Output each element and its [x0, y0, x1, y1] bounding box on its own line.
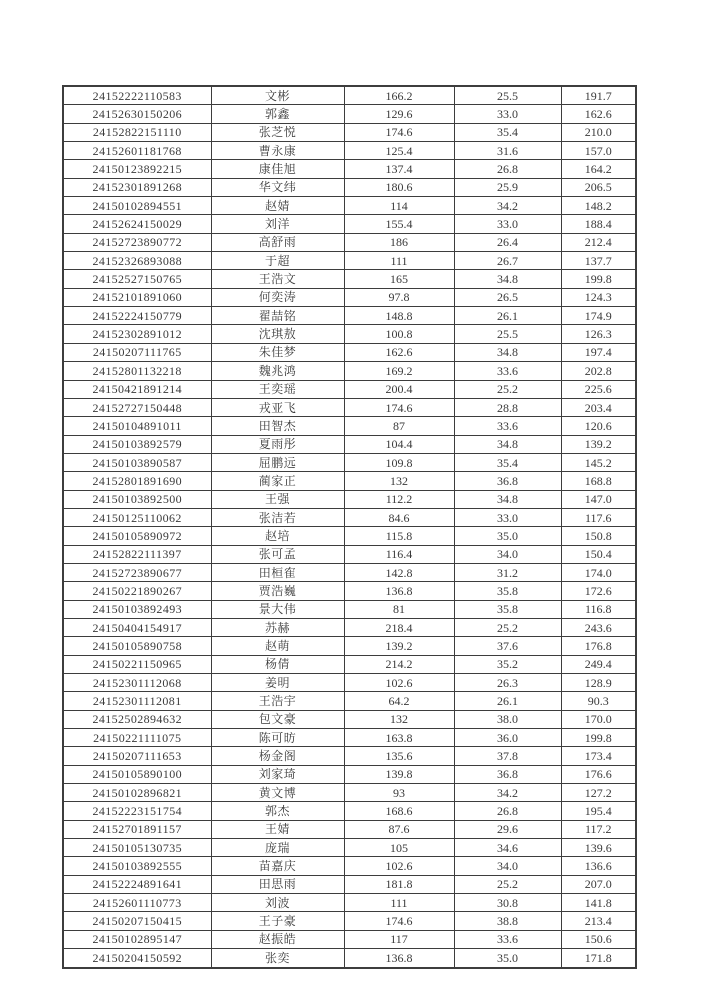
cell-candidate-id: 24150404154917 — [63, 618, 211, 636]
table-row — [63, 600, 636, 618]
cell-total-score: 170.0 — [561, 710, 636, 728]
cell-candidate-id: 24152801132218 — [63, 362, 211, 380]
cell-candidate-id: 24152527150765 — [63, 270, 211, 288]
cell-name: 黄文博 — [211, 784, 344, 802]
cell-name: 王子豪 — [211, 912, 344, 930]
cell-name: 翟喆铭 — [211, 307, 344, 325]
cell-score-2: 33.6 — [454, 930, 561, 948]
cell-total-score: 197.4 — [561, 343, 636, 361]
cell-total-score: 225.6 — [561, 380, 636, 398]
table-row — [63, 637, 636, 655]
cell-candidate-id: 24150204150592 — [63, 949, 211, 968]
table-row — [63, 380, 636, 398]
table-row — [63, 307, 636, 325]
cell-candidate-id: 24150207111653 — [63, 747, 211, 765]
cell-total-score: 202.8 — [561, 362, 636, 380]
cell-candidate-id: 24150221111075 — [63, 729, 211, 747]
table-row — [63, 343, 636, 361]
table-row — [63, 86, 636, 105]
cell-score-1: 166.2 — [344, 86, 454, 105]
cell-score-2: 34.2 — [454, 197, 561, 215]
table-row — [63, 215, 636, 233]
table-row — [63, 508, 636, 526]
cell-name: 杨倩 — [211, 655, 344, 673]
cell-candidate-id: 24152301891268 — [63, 178, 211, 196]
table-row — [63, 417, 636, 435]
cell-candidate-id: 24150221150965 — [63, 655, 211, 673]
cell-score-1: 181.8 — [344, 875, 454, 893]
cell-score-1: 218.4 — [344, 618, 454, 636]
cell-score-1: 109.8 — [344, 453, 454, 471]
table-row — [63, 233, 636, 251]
cell-name: 文彬 — [211, 86, 344, 105]
cell-name: 夏雨彤 — [211, 435, 344, 453]
table-row — [63, 288, 636, 306]
cell-candidate-id: 24150421891214 — [63, 380, 211, 398]
table-row — [63, 655, 636, 673]
cell-score-2: 31.2 — [454, 563, 561, 581]
cell-score-2: 26.5 — [454, 288, 561, 306]
cell-score-2: 33.0 — [454, 215, 561, 233]
cell-score-1: 102.6 — [344, 674, 454, 692]
cell-total-score: 136.6 — [561, 857, 636, 875]
cell-candidate-id: 24152822151110 — [63, 123, 211, 141]
cell-name: 王强 — [211, 490, 344, 508]
cell-score-2: 33.0 — [454, 105, 561, 123]
cell-score-2: 35.4 — [454, 123, 561, 141]
score-table-body — [63, 86, 636, 968]
cell-total-score: 128.9 — [561, 674, 636, 692]
table-row — [63, 710, 636, 728]
cell-name: 何奕涛 — [211, 288, 344, 306]
cell-name: 赵婧 — [211, 197, 344, 215]
cell-score-2: 34.8 — [454, 435, 561, 453]
cell-total-score: 203.4 — [561, 398, 636, 416]
cell-candidate-id: 24150102896821 — [63, 784, 211, 802]
cell-score-1: 155.4 — [344, 215, 454, 233]
cell-score-1: 132 — [344, 710, 454, 728]
cell-total-score: 249.4 — [561, 655, 636, 673]
cell-score-1: 105 — [344, 839, 454, 857]
cell-name: 朱佳梦 — [211, 343, 344, 361]
cell-candidate-id: 24152701891157 — [63, 820, 211, 838]
cell-total-score: 164.2 — [561, 160, 636, 178]
cell-score-1: 87.6 — [344, 820, 454, 838]
cell-score-1: 114 — [344, 197, 454, 215]
cell-name: 景大伟 — [211, 600, 344, 618]
cell-score-2: 34.8 — [454, 343, 561, 361]
cell-total-score: 117.2 — [561, 820, 636, 838]
cell-total-score: 137.7 — [561, 252, 636, 270]
cell-score-1: 180.6 — [344, 178, 454, 196]
cell-name: 杨金阁 — [211, 747, 344, 765]
cell-total-score: 139.6 — [561, 839, 636, 857]
cell-score-2: 38.8 — [454, 912, 561, 930]
cell-total-score: 212.4 — [561, 233, 636, 251]
table-row — [63, 618, 636, 636]
cell-total-score: 176.6 — [561, 765, 636, 783]
cell-score-2: 35.0 — [454, 949, 561, 968]
cell-name: 陈可昉 — [211, 729, 344, 747]
cell-score-2: 25.5 — [454, 325, 561, 343]
cell-score-1: 84.6 — [344, 508, 454, 526]
cell-name: 张芝悦 — [211, 123, 344, 141]
cell-name: 苏赫 — [211, 618, 344, 636]
cell-name: 王奕瑶 — [211, 380, 344, 398]
cell-name: 于超 — [211, 252, 344, 270]
cell-score-2: 34.8 — [454, 490, 561, 508]
cell-score-1: 148.8 — [344, 307, 454, 325]
cell-total-score: 139.2 — [561, 435, 636, 453]
cell-candidate-id: 24152801891690 — [63, 472, 211, 490]
cell-score-1: 142.8 — [344, 563, 454, 581]
cell-name: 田桓隺 — [211, 563, 344, 581]
cell-score-2: 37.8 — [454, 747, 561, 765]
table-row — [63, 857, 636, 875]
cell-score-1: 186 — [344, 233, 454, 251]
cell-name: 屈鹏远 — [211, 453, 344, 471]
table-row — [63, 674, 636, 692]
cell-total-score: 195.4 — [561, 802, 636, 820]
cell-candidate-id: 24152301112068 — [63, 674, 211, 692]
cell-name: 郭鑫 — [211, 105, 344, 123]
cell-score-2: 36.8 — [454, 472, 561, 490]
cell-name: 戎亚飞 — [211, 398, 344, 416]
cell-score-2: 26.4 — [454, 233, 561, 251]
cell-name: 赵振皓 — [211, 930, 344, 948]
cell-score-1: 125.4 — [344, 142, 454, 160]
cell-total-score: 150.6 — [561, 930, 636, 948]
cell-candidate-id: 24152302891012 — [63, 325, 211, 343]
cell-name: 田思雨 — [211, 875, 344, 893]
cell-candidate-id: 24152101891060 — [63, 288, 211, 306]
cell-total-score: 174.9 — [561, 307, 636, 325]
table-row — [63, 894, 636, 912]
cell-name: 曹永康 — [211, 142, 344, 160]
cell-score-1: 139.8 — [344, 765, 454, 783]
cell-candidate-id: 24152723890772 — [63, 233, 211, 251]
table-row — [63, 545, 636, 563]
table-row — [63, 398, 636, 416]
cell-score-1: 139.2 — [344, 637, 454, 655]
cell-total-score: 171.8 — [561, 949, 636, 968]
cell-score-2: 34.6 — [454, 839, 561, 857]
cell-score-2: 34.0 — [454, 857, 561, 875]
cell-name: 刘洋 — [211, 215, 344, 233]
table-row — [63, 875, 636, 893]
table-row — [63, 784, 636, 802]
cell-total-score: 188.4 — [561, 215, 636, 233]
cell-score-2: 25.2 — [454, 380, 561, 398]
table-row — [63, 747, 636, 765]
cell-score-1: 111 — [344, 894, 454, 912]
cell-name: 贾浩巍 — [211, 582, 344, 600]
cell-name: 王婧 — [211, 820, 344, 838]
cell-score-2: 26.3 — [454, 674, 561, 692]
cell-total-score: 162.6 — [561, 105, 636, 123]
table-row — [63, 563, 636, 581]
cell-score-2: 33.0 — [454, 508, 561, 526]
cell-candidate-id: 24152601110773 — [63, 894, 211, 912]
cell-score-2: 34.8 — [454, 270, 561, 288]
table-row — [63, 472, 636, 490]
table-row — [63, 362, 636, 380]
cell-total-score: 120.6 — [561, 417, 636, 435]
table-row — [63, 692, 636, 710]
cell-score-2: 36.8 — [454, 765, 561, 783]
cell-total-score: 150.4 — [561, 545, 636, 563]
cell-candidate-id: 24152624150029 — [63, 215, 211, 233]
cell-score-2: 25.9 — [454, 178, 561, 196]
cell-candidate-id: 24150105890758 — [63, 637, 211, 655]
table-row — [63, 435, 636, 453]
cell-score-1: 115.8 — [344, 527, 454, 545]
cell-candidate-id: 24150207150415 — [63, 912, 211, 930]
cell-total-score: 199.8 — [561, 729, 636, 747]
table-row — [63, 582, 636, 600]
cell-total-score: 168.8 — [561, 472, 636, 490]
cell-score-1: 214.2 — [344, 655, 454, 673]
cell-candidate-id: 24152223151754 — [63, 802, 211, 820]
cell-score-2: 33.6 — [454, 362, 561, 380]
cell-score-2: 35.8 — [454, 600, 561, 618]
cell-candidate-id: 24152723890677 — [63, 563, 211, 581]
cell-total-score: 191.7 — [561, 86, 636, 105]
cell-score-1: 162.6 — [344, 343, 454, 361]
cell-score-1: 135.6 — [344, 747, 454, 765]
cell-name: 沈琪敖 — [211, 325, 344, 343]
cell-score-2: 33.6 — [454, 417, 561, 435]
cell-candidate-id: 24152727150448 — [63, 398, 211, 416]
cell-total-score: 126.3 — [561, 325, 636, 343]
cell-total-score: 199.8 — [561, 270, 636, 288]
table-row — [63, 839, 636, 857]
table-row — [63, 820, 636, 838]
table-row — [63, 490, 636, 508]
cell-total-score: 127.2 — [561, 784, 636, 802]
cell-candidate-id: 24150103892555 — [63, 857, 211, 875]
cell-candidate-id: 24152822111397 — [63, 545, 211, 563]
cell-score-2: 34.0 — [454, 545, 561, 563]
cell-candidate-id: 24150102895147 — [63, 930, 211, 948]
score-table — [62, 85, 637, 969]
cell-score-1: 169.2 — [344, 362, 454, 380]
cell-total-score: 147.0 — [561, 490, 636, 508]
cell-name: 康佳旭 — [211, 160, 344, 178]
cell-score-2: 30.8 — [454, 894, 561, 912]
cell-name: 郭杰 — [211, 802, 344, 820]
cell-score-1: 100.8 — [344, 325, 454, 343]
cell-score-1: 174.6 — [344, 912, 454, 930]
cell-score-2: 35.0 — [454, 527, 561, 545]
table-row — [63, 270, 636, 288]
cell-candidate-id: 24152601181768 — [63, 142, 211, 160]
cell-score-1: 200.4 — [344, 380, 454, 398]
cell-score-2: 37.6 — [454, 637, 561, 655]
cell-name: 姜明 — [211, 674, 344, 692]
cell-score-2: 25.5 — [454, 86, 561, 105]
table-row — [63, 949, 636, 968]
cell-total-score: 213.4 — [561, 912, 636, 930]
cell-name: 苗嘉庆 — [211, 857, 344, 875]
cell-score-2: 35.4 — [454, 453, 561, 471]
cell-score-1: 112.2 — [344, 490, 454, 508]
cell-score-2: 35.2 — [454, 655, 561, 673]
cell-total-score: 157.0 — [561, 142, 636, 160]
cell-score-1: 117 — [344, 930, 454, 948]
cell-total-score: 206.5 — [561, 178, 636, 196]
cell-score-1: 165 — [344, 270, 454, 288]
cell-total-score: 117.6 — [561, 508, 636, 526]
cell-candidate-id: 24150105890972 — [63, 527, 211, 545]
cell-score-2: 25.2 — [454, 875, 561, 893]
cell-candidate-id: 24150103892579 — [63, 435, 211, 453]
cell-total-score: 172.6 — [561, 582, 636, 600]
cell-score-2: 26.8 — [454, 802, 561, 820]
table-row — [63, 912, 636, 930]
cell-name: 张洁若 — [211, 508, 344, 526]
cell-candidate-id: 24152224891641 — [63, 875, 211, 893]
table-row — [63, 527, 636, 545]
cell-name: 庞瑞 — [211, 839, 344, 857]
cell-score-1: 116.4 — [344, 545, 454, 563]
cell-score-1: 104.4 — [344, 435, 454, 453]
cell-candidate-id: 24152326893088 — [63, 252, 211, 270]
cell-total-score: 141.8 — [561, 894, 636, 912]
cell-candidate-id: 24150104891011 — [63, 417, 211, 435]
cell-score-2: 25.2 — [454, 618, 561, 636]
cell-score-1: 81 — [344, 600, 454, 618]
cell-total-score: 90.3 — [561, 692, 636, 710]
cell-score-2: 35.8 — [454, 582, 561, 600]
cell-total-score: 176.8 — [561, 637, 636, 655]
cell-score-1: 174.6 — [344, 123, 454, 141]
table-row — [63, 453, 636, 471]
cell-name: 张奕 — [211, 949, 344, 968]
cell-score-1: 93 — [344, 784, 454, 802]
cell-total-score: 124.3 — [561, 288, 636, 306]
table-row — [63, 325, 636, 343]
cell-score-1: 111 — [344, 252, 454, 270]
table-row — [63, 178, 636, 196]
cell-name: 田智杰 — [211, 417, 344, 435]
cell-candidate-id: 24150221890267 — [63, 582, 211, 600]
cell-candidate-id: 24150207111765 — [63, 343, 211, 361]
cell-total-score: 210.0 — [561, 123, 636, 141]
cell-score-2: 26.1 — [454, 692, 561, 710]
cell-score-1: 102.6 — [344, 857, 454, 875]
cell-name: 刘波 — [211, 894, 344, 912]
cell-total-score: 207.0 — [561, 875, 636, 893]
cell-score-2: 26.8 — [454, 160, 561, 178]
table-row — [63, 765, 636, 783]
cell-name: 赵培 — [211, 527, 344, 545]
table-row — [63, 160, 636, 178]
cell-candidate-id: 24152224150779 — [63, 307, 211, 325]
cell-total-score: 145.2 — [561, 453, 636, 471]
cell-score-1: 64.2 — [344, 692, 454, 710]
cell-candidate-id: 24150123892215 — [63, 160, 211, 178]
table-row — [63, 930, 636, 948]
cell-name: 蔺家正 — [211, 472, 344, 490]
cell-name: 高舒雨 — [211, 233, 344, 251]
cell-candidate-id: 24152222110583 — [63, 86, 211, 105]
table-row — [63, 142, 636, 160]
table-row — [63, 197, 636, 215]
cell-score-2: 26.1 — [454, 307, 561, 325]
cell-candidate-id: 24150125110062 — [63, 508, 211, 526]
cell-name: 包文豪 — [211, 710, 344, 728]
cell-score-2: 31.6 — [454, 142, 561, 160]
cell-score-1: 168.6 — [344, 802, 454, 820]
table-row — [63, 252, 636, 270]
table-row — [63, 123, 636, 141]
cell-name: 魏兆鸿 — [211, 362, 344, 380]
cell-score-1: 136.8 — [344, 949, 454, 968]
cell-score-2: 36.0 — [454, 729, 561, 747]
cell-score-1: 129.6 — [344, 105, 454, 123]
cell-total-score: 174.0 — [561, 563, 636, 581]
cell-candidate-id: 24150102894551 — [63, 197, 211, 215]
cell-total-score: 148.2 — [561, 197, 636, 215]
table-row — [63, 105, 636, 123]
cell-total-score: 116.8 — [561, 600, 636, 618]
cell-candidate-id: 24150105130735 — [63, 839, 211, 857]
cell-score-1: 174.6 — [344, 398, 454, 416]
cell-score-1: 137.4 — [344, 160, 454, 178]
cell-score-2: 28.8 — [454, 398, 561, 416]
cell-candidate-id: 24150103892493 — [63, 600, 211, 618]
cell-score-1: 163.8 — [344, 729, 454, 747]
cell-name: 王浩宇 — [211, 692, 344, 710]
cell-score-1: 97.8 — [344, 288, 454, 306]
cell-score-2: 38.0 — [454, 710, 561, 728]
cell-total-score: 173.4 — [561, 747, 636, 765]
table-row — [63, 802, 636, 820]
cell-score-2: 34.2 — [454, 784, 561, 802]
cell-total-score: 243.6 — [561, 618, 636, 636]
cell-score-1: 136.8 — [344, 582, 454, 600]
cell-name: 王浩文 — [211, 270, 344, 288]
cell-name: 刘家琦 — [211, 765, 344, 783]
cell-name: 张可孟 — [211, 545, 344, 563]
table-row — [63, 729, 636, 747]
cell-candidate-id: 24152630150206 — [63, 105, 211, 123]
cell-total-score: 150.8 — [561, 527, 636, 545]
cell-score-2: 26.7 — [454, 252, 561, 270]
cell-name: 赵萌 — [211, 637, 344, 655]
cell-candidate-id: 24150103892500 — [63, 490, 211, 508]
cell-score-2: 29.6 — [454, 820, 561, 838]
cell-candidate-id: 24152301112081 — [63, 692, 211, 710]
cell-candidate-id: 24152502894632 — [63, 710, 211, 728]
cell-name: 华文纬 — [211, 178, 344, 196]
cell-candidate-id: 24150103890587 — [63, 453, 211, 471]
cell-candidate-id: 24150105890100 — [63, 765, 211, 783]
cell-score-1: 87 — [344, 417, 454, 435]
cell-score-1: 132 — [344, 472, 454, 490]
